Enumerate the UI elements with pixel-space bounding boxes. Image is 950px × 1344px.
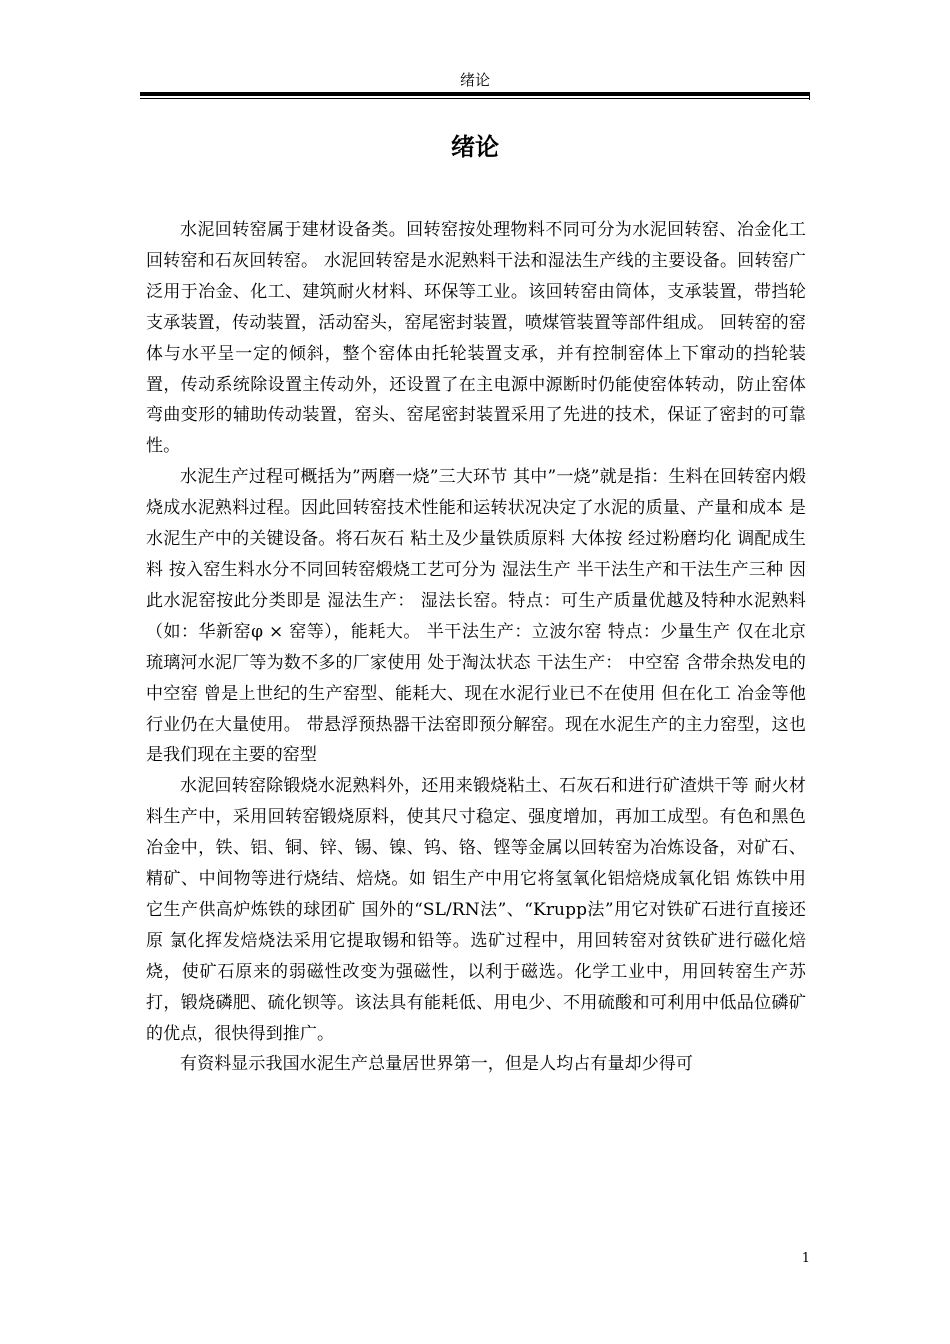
body-text (146, 215, 806, 1080)
paragraph: 水泥回转窑属于建材设备类。回转窑按处理物料不同可分为水泥回转窑、冶金化工回转窑和石灰回转窑。 水泥回转窑是水泥熟料干法和湿法生产线的主要设备。回转窑广泛用于冶金、化工、建筑耐火材料、环保等工业。该回转窑由筒体，支承装置，带挡轮支承装置，传动装置，活动窑头，窑尾密封装置，喷煤管装置等部件组成。 回转窑的窑体与水平呈一定的倾斜，整个窑体由托轮装置支承，并有控制窑体上下窜动的挡轮装置，传动系统除设置主传动外，还设置了在主电源中源断时仍能使窑体转动，防止窑体弯曲变形的辅助传动装置，窑头、窑尾密封装置采用了先进的技术，保证了密封的可靠性。 (146, 220, 806, 457)
page-number: 1 (801, 1251, 810, 1266)
header-rule-thick (140, 92, 810, 96)
running-header: 绪论 (459, 71, 490, 89)
chapter-title: 绪论 (451, 133, 499, 162)
paragraph: 水泥回转窑除锻烧水泥熟料外，还用来锻烧粘土、石灰石和进行矿渣烘干等 耐火材料生产中，采用回转窑锻烧原料，使其尺寸稳定、强度增加，再加工成型。有色和黑色冶金中，铁、铝、铜、锌、锡、镍、钨、铬、铿等金属以回转窑为冶炼设备，对矿石、精矿、中间物等进行烧结、焙烧。如 铝生产中用它将氢氧化铝焙烧成氧化铝 炼铁中用它生产供高炉炼铁的球团矿 国外的“SL/RN法”、“Krupp法”用它对铁矿石进行直接还原 氯化挥发焙烧法采用它提取锡和铅等。选矿过程中，用回转窑对贫铁矿进行磁化焙烧，使矿石原来的弱磁性改变为强磁性，以利于磁选。化学工业中，用回转窑生产苏打，锻烧磷肥、硫化钡等。该法具有能耗低、用电少、不用硫酸和可利用中低品位磷矿的优点，很快得到推广。 (146, 776, 806, 1044)
header-rule-end-tick (809, 92, 810, 100)
paragraph: 有资料显示我国水泥生产总量居世界第一，但是人均占有量却少得可 (180, 1054, 693, 1075)
header-rule-thin (140, 98, 810, 99)
header-rule (140, 92, 810, 100)
paragraph: 水泥生产过程可概括为”两磨一烧”三大环节 其中”一烧”就是指：生料在回转窑内煅烧成水泥熟料过程。因此回转窑技术性能和运转状况决定了水泥的质量、产量和成本 是水泥生产中的关键设备。将石灰石 粘土及少量铁质原料 大体按 经过粉磨均化 调配成生料 按入窑生料水分不同回转窑煅烧工艺可分为 湿法生产 半干法生产和干法生产三种 因此水泥窑按此分类即是 湿法生产： 湿法长窑。特点：可生产质量优越及特种水泥熟料（如：华新窑φ × 窑等），能耗大。 半干法生产：立波尔窑 特点：少量生产 仅在北京琉璃河水泥厂等为数不多的厂家使用 处于淘汰状态 干法生产： 中空窑 含带余热发电的中空窑 曾是上世纪的生产窑型、能耗大、现在水泥行业已不在使用 但在化工 冶金等他行业仍在大量使用。 带悬浮预热器干法窑即预分解窑。现在水泥生产的主力窑型，这也是我们现在主要的窑型 (146, 467, 806, 766)
